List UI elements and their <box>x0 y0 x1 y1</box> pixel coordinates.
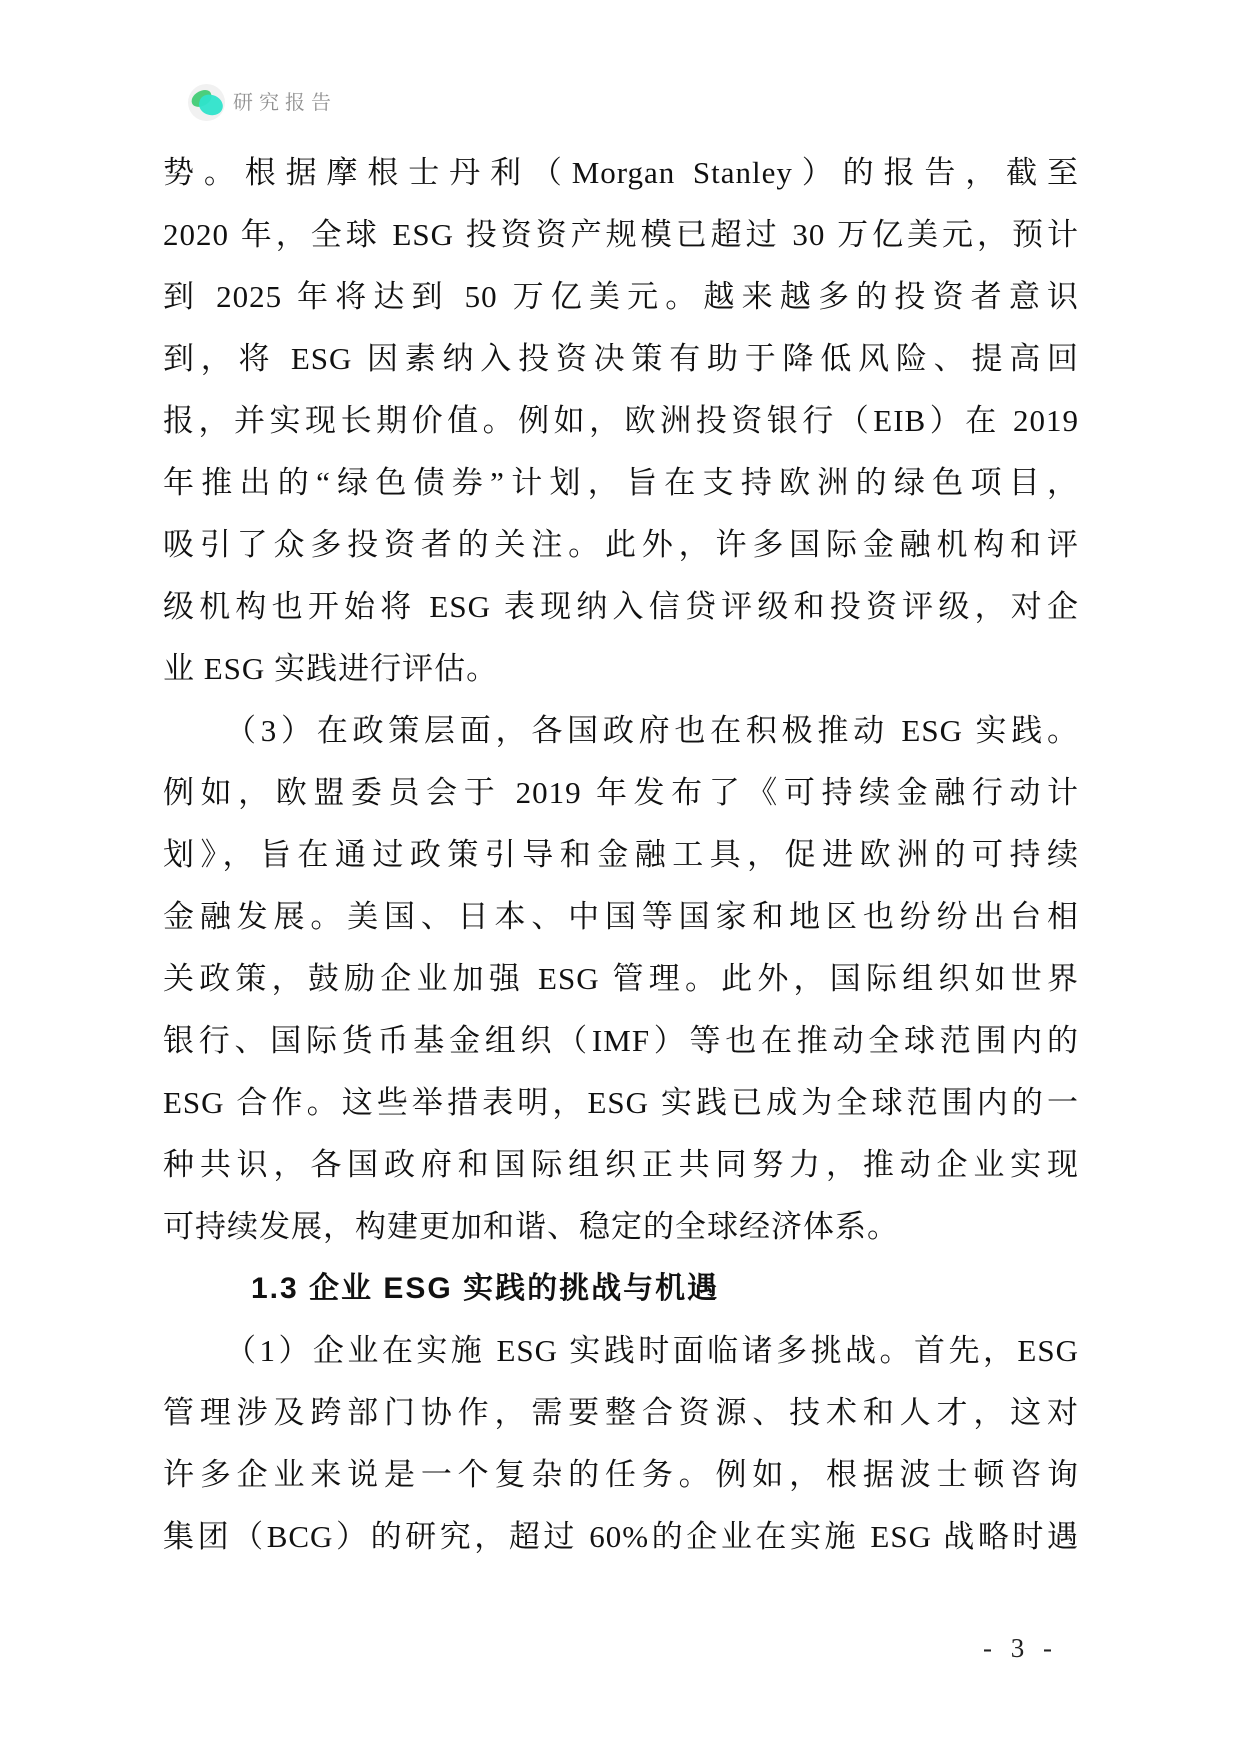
brand-logo-icon <box>188 84 225 121</box>
logo-leaf-teal <box>197 92 225 117</box>
text-line: 可持续发展，构建更加和谐、稳定的全球经济体系。 <box>163 1209 899 1244</box>
text-line: 种共识，各国政府和国际组织正共同努力，推动企业实现 <box>163 1147 1079 1182</box>
text-line: 级机构也开始将 ESG 表现纳入信贷评级和投资评级，对企 <box>163 589 1079 624</box>
text-line: 到，将 ESG 因素纳入投资决策有助于降低风险、提高回 <box>163 341 1079 376</box>
text-line: 势。根据摩根士丹利（Morgan Stanley）的报告，截至 <box>163 155 1079 190</box>
brand-text: 研究报告 <box>233 92 337 114</box>
text-line: 集团（BCG）的研究，超过 60%的企业在实施 ESG 战略时遇 <box>163 1519 1079 1554</box>
text-line: （1）企业在实施 ESG 实践时面临诸多挑战。首先，ESG <box>225 1333 1079 1368</box>
text-line: 金融发展。美国、日本、中国等国家和地区也纷纷出台相 <box>163 899 1079 934</box>
text-line: 吸引了众多投资者的关注。此外，许多国际金融机构和评 <box>163 527 1079 562</box>
text-line: 例如，欧盟委员会于 2019 年发布了《可持续金融行动计 <box>163 775 1079 810</box>
section-heading: 1.3 企业 ESG 实践的挑战与机遇 <box>251 1272 720 1305</box>
text-line: 2020 年，全球 ESG 投资资产规模已超过 30 万亿美元，预计 <box>163 217 1079 252</box>
text-line: （3）在政策层面，各国政府也在积极推动 ESG 实践。 <box>225 713 1079 748</box>
text-line: 关政策，鼓励企业加强 ESG 管理。此外，国际组织如世界 <box>163 961 1079 996</box>
text-line: 许多企业来说是一个复杂的任务。例如，根据波士顿咨询 <box>163 1457 1079 1492</box>
text-line: 银行、国际货币基金组织（IMF）等也在推动全球范围内的 <box>163 1023 1079 1058</box>
text-line: 到 2025 年将达到 50 万亿美元。越来越多的投资者意识 <box>163 279 1079 314</box>
text-line: 业 ESG 实践进行评估。 <box>163 651 499 686</box>
page-header <box>0 0 1240 130</box>
text-line: 划》，旨在通过政策引导和金融工具，促进欧洲的可持续 <box>163 837 1079 872</box>
page-number: - 3 - <box>983 1633 1058 1663</box>
text-line: ESG 合作。这些举措表明，ESG 实践已成为全球范围内的一 <box>163 1085 1079 1120</box>
text-line: 管理涉及跨部门协作，需要整合资源、技术和人才，这对 <box>163 1395 1079 1430</box>
document-body <box>163 142 1079 1568</box>
text-line: 年推出的“绿色债券”计划，旨在支持欧洲的绿色项目， <box>163 465 1079 500</box>
text-line: 报，并实现长期价值。例如，欧洲投资银行（EIB）在 2019 <box>163 403 1079 438</box>
